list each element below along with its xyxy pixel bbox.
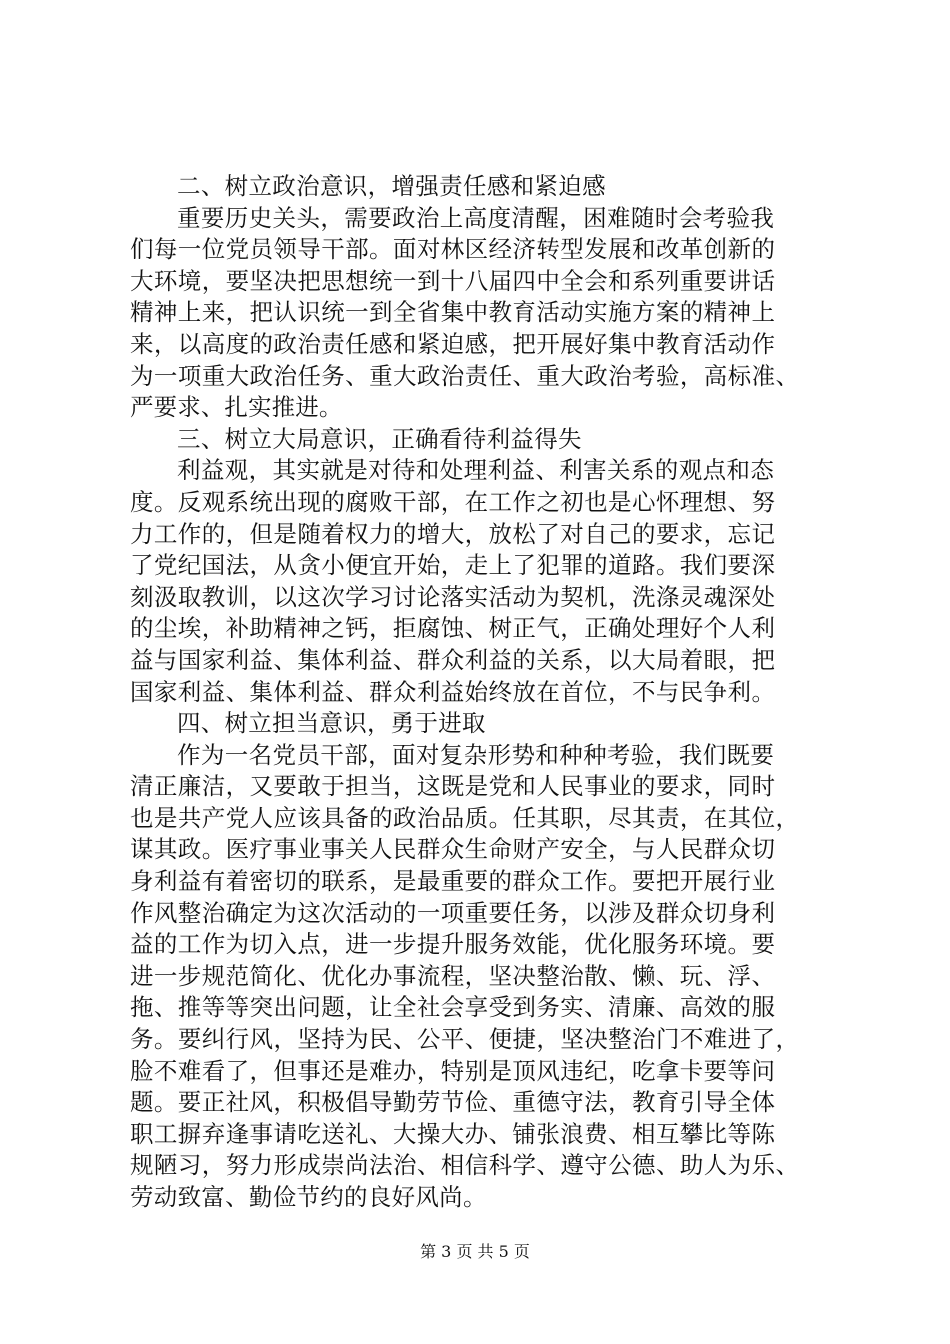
document-body [130,171,830,1214]
paragraph-line: 度。反观系统出现的腐败干部，在工作之初也是心怀理想、努 [130,487,776,516]
paragraph-line: 利益观，其实就是对待和处理利益、利害关系的观点和态 [177,456,775,485]
paragraph-line: 严要求、扎实推进。 [130,393,343,422]
paragraph-line: 的尘埃，补助精神之钙，拒腐蚀、树正气，正确处理好个人利 [130,614,776,643]
paragraph-line: 职工摒弃逢事请吃送礼、大操大办、铺张浪费、相互攀比等陈 [130,1119,776,1148]
paragraph-line: 来，以高度的政治责任感和紧迫感，把开展好集中教育活动作 [130,329,776,358]
paragraph-line: 劳动致富、勤俭节约的良好风尚。 [130,1183,487,1211]
paragraph-line: 题。要正社风，积极倡导勤劳节俭、重德守法，教育引导全体 [130,1088,776,1117]
paragraph-line: 国家利益、集体利益、群众利益始终放在首位，不与民争利。 [130,677,776,706]
section-heading: 四、树立担当意识，勇于进取 [177,709,486,738]
paragraph-line: 务。要纠行风，坚持为民、公平、便捷，坚决整治门不难进了， [130,1025,800,1054]
paragraph-line: 也是共产党人应该具备的政治品质。任其职，尽其责，在其位， [130,803,800,832]
paragraph-line: 益与国家利益、集体利益、群众利益的关系，以大局着眼，把 [130,645,776,674]
paragraph-line: 身利益有着密切的联系，是最重要的群众工作。要把开展行业 [130,867,776,896]
paragraph-line: 谋其政。医疗事业事关人民群众生命财产安全，与人民群众切 [130,835,776,864]
paragraph-line: 大环境，要坚决把思想统一到十八届四中全会和系列重要讲话 [130,266,776,295]
paragraph-line: 益的工作为切入点，进一步提升服务效能，优化服务环境。要 [130,930,776,959]
paragraph-line: 们每一位党员领导干部。面对林区经济转型发展和改革创新的 [130,235,776,264]
paragraph-line: 规陋习，努力形成崇尚法治、相信科学、遵守公德、助人为乐、 [130,1151,800,1180]
paragraph-line: 了党纪国法，从贪小便宜开始，走上了犯罪的道路。我们要深 [130,551,776,580]
paragraph-line: 脸不难看了，但事还是难办，特别是顶风违纪，吃拿卡要等问 [130,1056,776,1085]
paragraph-line: 重要历史关头，需要政治上高度清醒，困难随时会考验我 [177,203,775,232]
page-number-footer: 第 3 页 共 5 页 [420,1242,530,1261]
paragraph-line: 作为一名党员干部，面对复杂形势和种种考验，我们既要 [177,740,775,769]
paragraph-line: 拖、推等等突出问题，让全社会享受到务实、清廉、高效的服 [130,993,776,1022]
paragraph-line: 清正廉洁，又要敢于担当，这既是党和人民事业的要求，同时 [130,772,776,801]
paragraph-line: 力工作的，但是随着权力的增大，放松了对自己的要求，忘记 [130,519,776,548]
paragraph-line: 为一项重大政治任务、重大政治责任、重大政治考验，高标准、 [130,361,800,390]
paragraph-line: 作风整治确定为这次活动的一项重要任务，以涉及群众切身利 [130,898,776,927]
paragraph-line: 刻汲取教训，以这次学习讨论落实活动为契机，洗涤灵魂深处 [130,582,776,611]
section-heading: 二、树立政治意识，增强责任感和紧迫感 [177,172,606,200]
paragraph-line: 进一步规范简化、优化办事流程，坚决整治散、懒、玩、浮、 [130,961,776,990]
section-heading: 三、树立大局意识，正确看待利益得失 [177,424,582,453]
paragraph-line: 精神上来，把认识统一到全省集中教育活动实施方案的精神上 [130,298,776,327]
